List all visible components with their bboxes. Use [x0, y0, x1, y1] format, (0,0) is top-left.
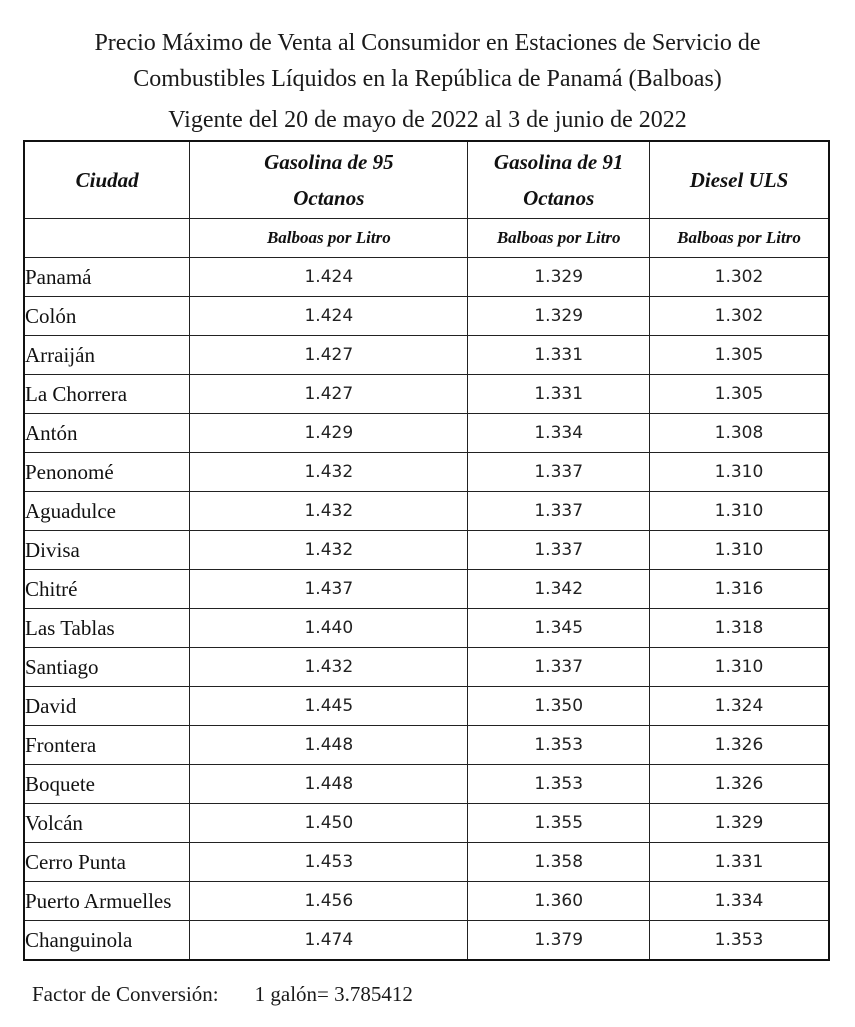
- gasoline-95-price: 1.424: [190, 297, 468, 336]
- gasoline-91-price: 1.337: [468, 531, 650, 570]
- gasoline-95-price: 1.432: [190, 492, 468, 531]
- table-row: [24, 414, 829, 453]
- gasoline-95-price: 1.437: [190, 570, 468, 609]
- city-cell: Frontera: [24, 726, 190, 765]
- header-g91-line1: Gasolina de 91: [493, 150, 624, 174]
- fuel-price-table: [23, 140, 830, 961]
- city-cell: Puerto Armuelles: [24, 882, 190, 921]
- table-row: [24, 336, 829, 375]
- gasoline-91-price: 1.379: [468, 921, 650, 961]
- header-diesel-uls: [649, 141, 829, 219]
- gasoline-91-price: 1.353: [468, 765, 650, 804]
- diesel-price: 1.302: [649, 258, 829, 297]
- diesel-price: 1.353: [649, 921, 829, 961]
- diesel-price: 1.324: [649, 687, 829, 726]
- city-cell: Santiago: [24, 648, 190, 687]
- gasoline-95-price: 1.432: [190, 648, 468, 687]
- city-cell: Arraiján: [24, 336, 190, 375]
- unit-gasoline-95: Balboas por Litro: [190, 219, 468, 258]
- gasoline-91-price: 1.350: [468, 687, 650, 726]
- conversion-label: Factor de Conversión:: [32, 982, 219, 1006]
- gasoline-91-price: 1.353: [468, 726, 650, 765]
- gasoline-91-price: 1.337: [468, 492, 650, 531]
- gasoline-91-price: 1.345: [468, 609, 650, 648]
- header-city-label: Ciudad: [75, 168, 139, 192]
- table-row: [24, 609, 829, 648]
- table-row: [24, 570, 829, 609]
- diesel-price: 1.305: [649, 375, 829, 414]
- diesel-price: 1.326: [649, 726, 829, 765]
- header-gasoline-95: [190, 141, 468, 219]
- gasoline-91-price: 1.337: [468, 648, 650, 687]
- city-cell: Panamá: [24, 258, 190, 297]
- table-row: [24, 843, 829, 882]
- table-row: [24, 765, 829, 804]
- gasoline-95-price: 1.448: [190, 726, 468, 765]
- gasoline-91-price: 1.329: [468, 297, 650, 336]
- city-cell: David: [24, 687, 190, 726]
- diesel-price: 1.331: [649, 843, 829, 882]
- gasoline-95-price: 1.427: [190, 336, 468, 375]
- diesel-price: 1.310: [649, 648, 829, 687]
- conversion-factor: [32, 982, 413, 1007]
- gasoline-95-price: 1.432: [190, 453, 468, 492]
- header-gasoline-91: [468, 141, 650, 219]
- city-cell: Chitré: [24, 570, 190, 609]
- diesel-price: 1.310: [649, 453, 829, 492]
- unit-row: [24, 219, 829, 258]
- gasoline-91-price: 1.360: [468, 882, 650, 921]
- diesel-price: 1.329: [649, 804, 829, 843]
- gasoline-91-price: 1.358: [468, 843, 650, 882]
- diesel-price: 1.334: [649, 882, 829, 921]
- table-row: [24, 882, 829, 921]
- city-cell: Divisa: [24, 531, 190, 570]
- gasoline-95-price: 1.448: [190, 765, 468, 804]
- gasoline-91-price: 1.342: [468, 570, 650, 609]
- gasoline-95-price: 1.453: [190, 843, 468, 882]
- diesel-price: 1.308: [649, 414, 829, 453]
- unit-diesel-uls: Balboas por Litro: [649, 219, 829, 258]
- conversion-value: 1 galón= 3.785412: [254, 982, 413, 1006]
- diesel-price: 1.316: [649, 570, 829, 609]
- city-cell: Cerro Punta: [24, 843, 190, 882]
- header-g95-line1: Gasolina de 95: [264, 150, 394, 174]
- table-row: [24, 492, 829, 531]
- gasoline-95-price: 1.450: [190, 804, 468, 843]
- city-cell: Boquete: [24, 765, 190, 804]
- city-cell: Penonomé: [24, 453, 190, 492]
- header-city: [24, 141, 190, 219]
- city-cell: Antón: [24, 414, 190, 453]
- title-line-2: Combustibles Líquidos en la República de Panamá (Balboas): [133, 66, 722, 92]
- validity-period: Vigente del 20 de mayo de 2022 al 3 de junio de 2022: [168, 107, 687, 133]
- gasoline-95-price: 1.456: [190, 882, 468, 921]
- gasoline-91-price: 1.331: [468, 375, 650, 414]
- gasoline-95-price: 1.432: [190, 531, 468, 570]
- table-body: [24, 258, 829, 961]
- gasoline-95-price: 1.424: [190, 258, 468, 297]
- city-cell: Aguadulce: [24, 492, 190, 531]
- city-cell: Volcán: [24, 804, 190, 843]
- table-row: [24, 804, 829, 843]
- gasoline-91-price: 1.331: [468, 336, 650, 375]
- gasoline-91-price: 1.329: [468, 258, 650, 297]
- diesel-price: 1.305: [649, 336, 829, 375]
- header-g95-line2: Octanos: [293, 186, 365, 210]
- gasoline-95-price: 1.440: [190, 609, 468, 648]
- table-row: [24, 648, 829, 687]
- gasoline-91-price: 1.337: [468, 453, 650, 492]
- header-g91-line2: Octanos: [523, 186, 595, 210]
- table-row: [24, 297, 829, 336]
- table-row: [24, 687, 829, 726]
- table-row: [24, 921, 829, 961]
- gasoline-95-price: 1.474: [190, 921, 468, 961]
- diesel-price: 1.310: [649, 531, 829, 570]
- unit-gasoline-91: Balboas por Litro: [468, 219, 650, 258]
- city-cell: Changuinola: [24, 921, 190, 961]
- table-row: [24, 726, 829, 765]
- table-row: [24, 375, 829, 414]
- header-diesel-label: Diesel ULS: [689, 168, 789, 192]
- table-row: [24, 531, 829, 570]
- table-row: [24, 453, 829, 492]
- diesel-price: 1.318: [649, 609, 829, 648]
- gasoline-95-price: 1.427: [190, 375, 468, 414]
- city-cell: La Chorrera: [24, 375, 190, 414]
- diesel-price: 1.326: [649, 765, 829, 804]
- diesel-price: 1.302: [649, 297, 829, 336]
- table-row: [24, 258, 829, 297]
- title-line-1: Precio Máximo de Venta al Consumidor en Estaciones de Servicio de: [94, 30, 761, 56]
- diesel-price: 1.310: [649, 492, 829, 531]
- gasoline-91-price: 1.334: [468, 414, 650, 453]
- city-cell: Colón: [24, 297, 190, 336]
- gasoline-95-price: 1.429: [190, 414, 468, 453]
- header-row: [24, 141, 829, 219]
- city-cell: Las Tablas: [24, 609, 190, 648]
- gasoline-91-price: 1.355: [468, 804, 650, 843]
- unit-city: [24, 219, 190, 258]
- gasoline-95-price: 1.445: [190, 687, 468, 726]
